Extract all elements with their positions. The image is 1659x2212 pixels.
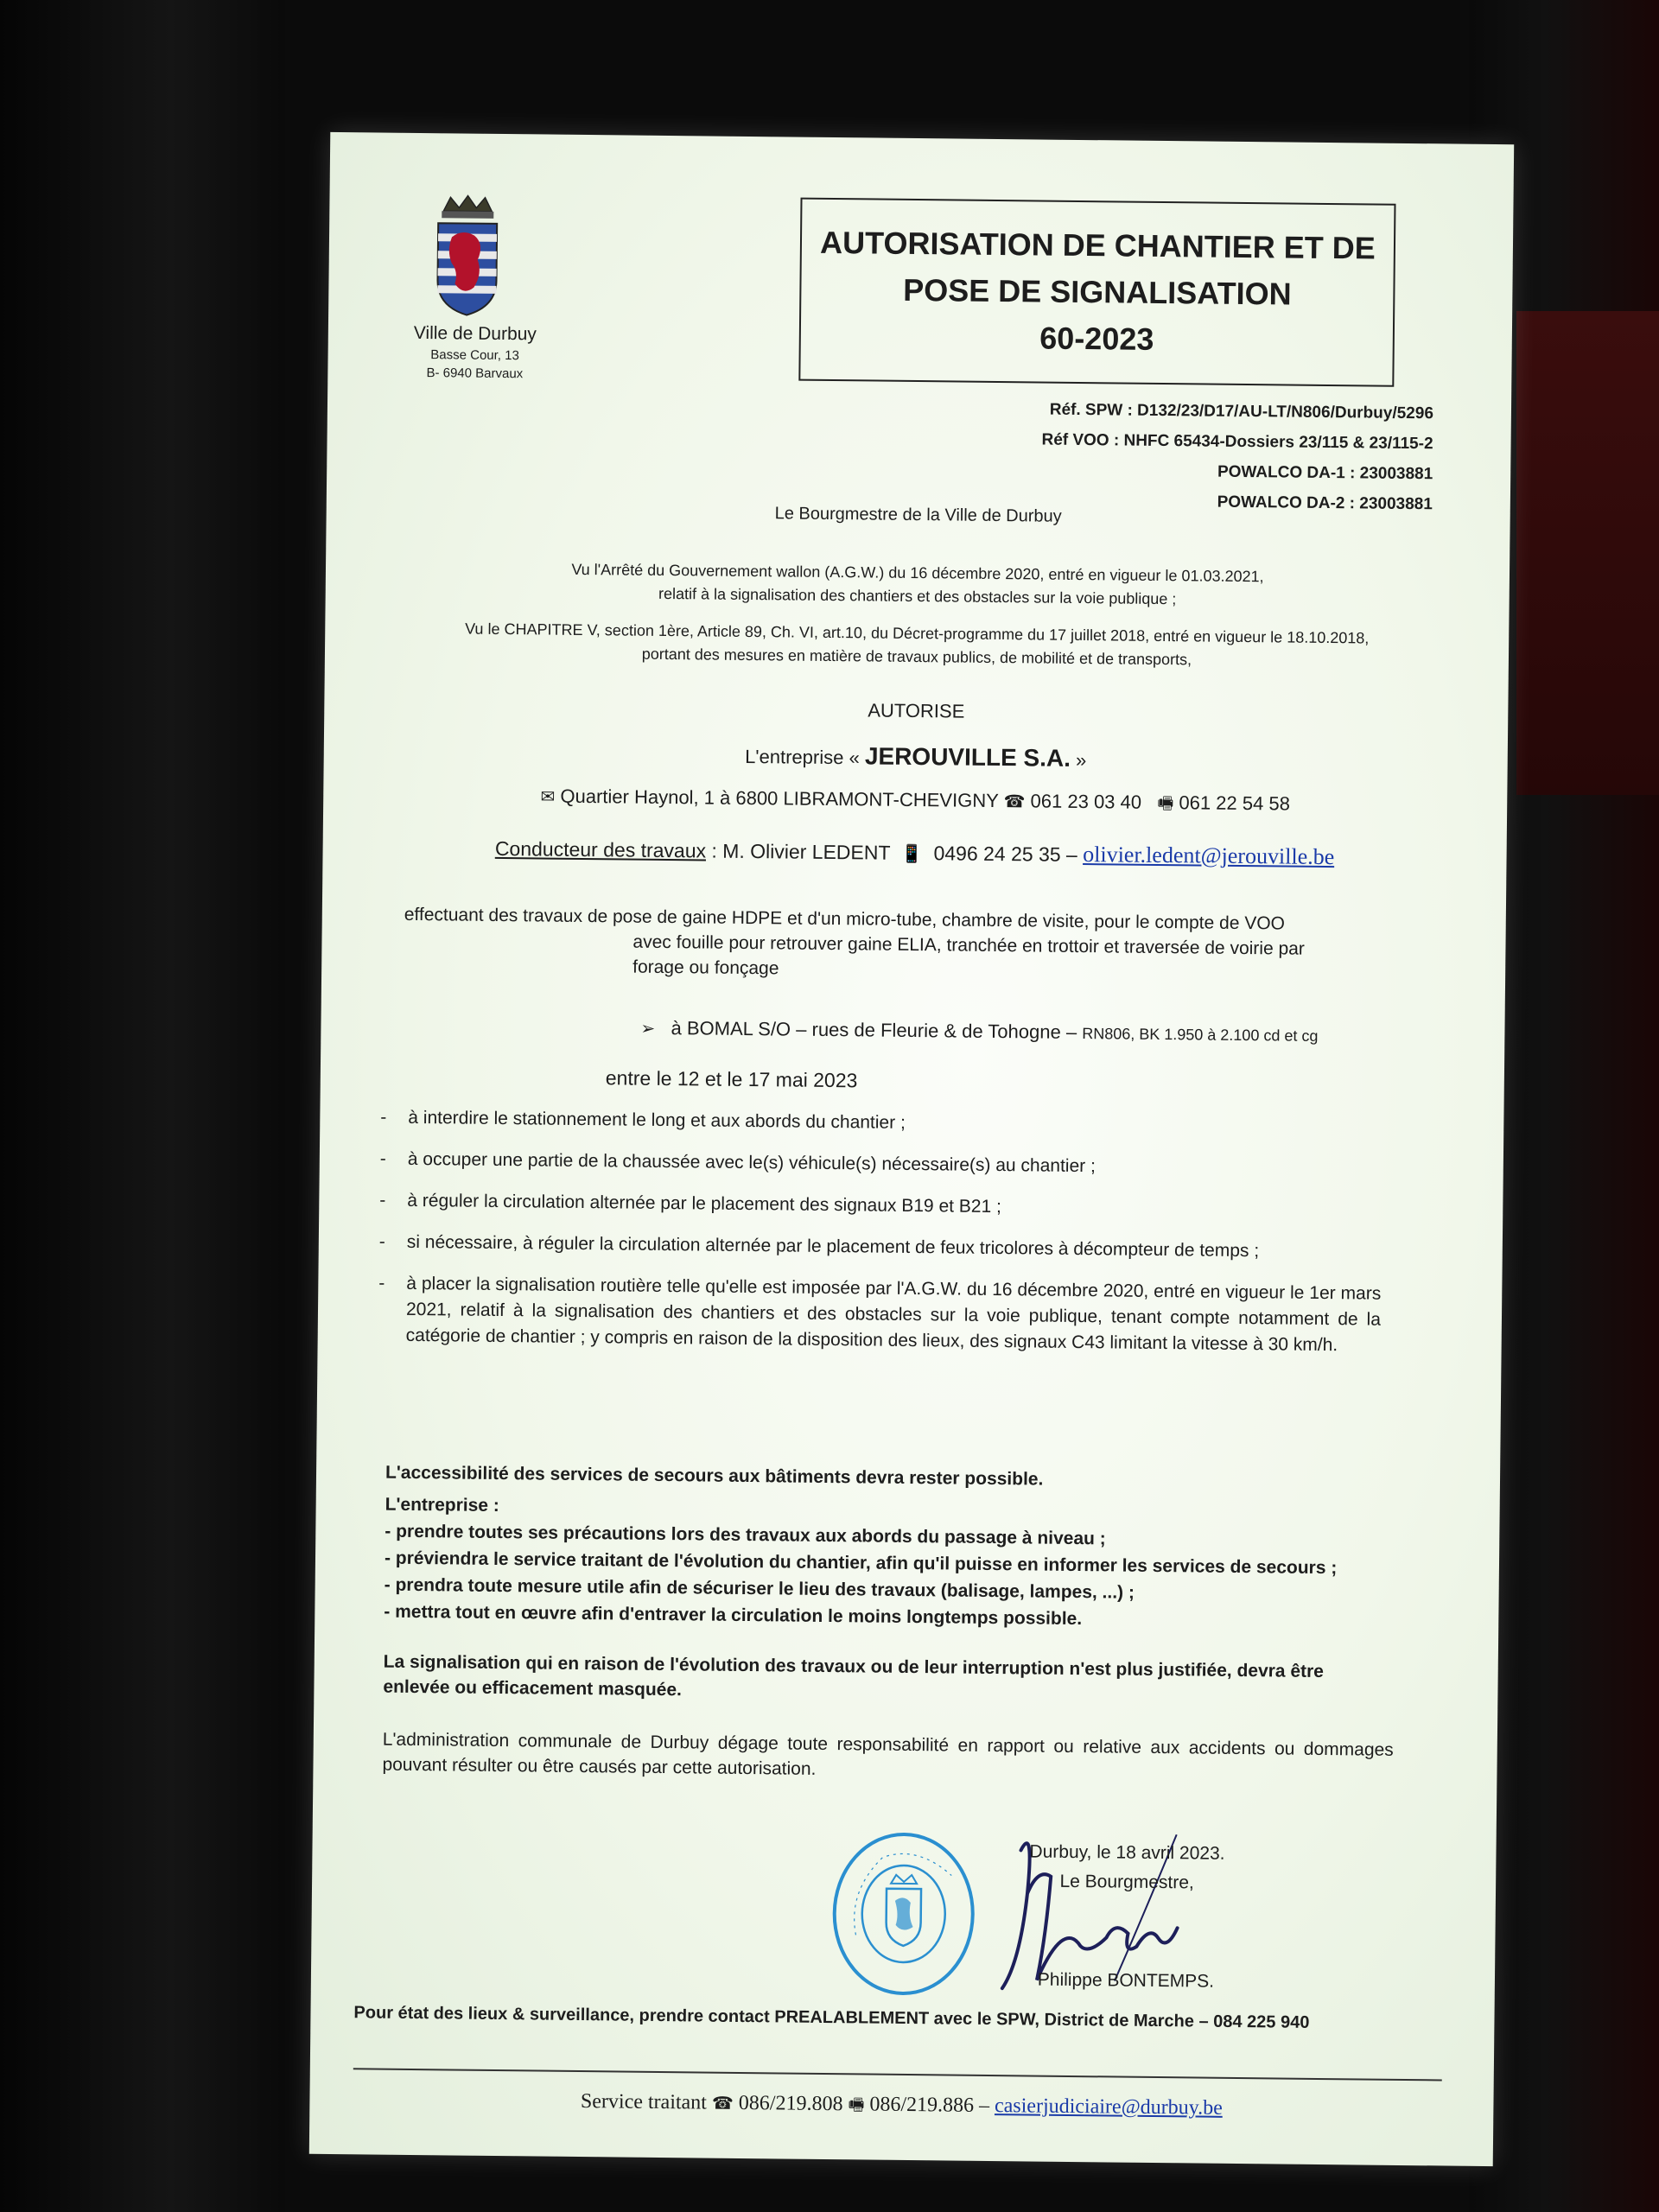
service-phone: 086/219.808 — [738, 2091, 843, 2116]
company-name: JEROUVILLE S.A. — [864, 742, 1071, 772]
obligation-1: - prendre toutes ses précautions lors des travaux aux abords du passage à niveau ; — [385, 1521, 1106, 1549]
signature-block — [1028, 1837, 1225, 1996]
considerant-agw-line1: Vu l'Arrêté du Gouvernement wallon (A.G.W.) du 16 décembre 2020, entré en vigueur le 01.03.2021, — [571, 560, 1264, 586]
obligation-4: - mettra tout en œuvre afin d'entraver la circulation le moins longtemps possible. — [384, 1601, 1083, 1630]
list-item: - si nécessaire, à réguler la circulation alternée par le placement de feux tricolores à décompteur de temps ; — [379, 1230, 1382, 1266]
list-item-text: à placer la signalisation routière telle qu'elle est imposée par l'A.G.W. du 16 décembre 2020, entré en vigueur le 1er mars 2021, relatif à la signalisation des chantiers et des obstacles sur la voie publique, tenant compte notamment de la catégorie de chantier ; y compris en raison de la disposition des lieux, des signaux C43 limitant la vitesse à 30 km/h. — [405, 1273, 1382, 1356]
company-address: Quartier Haynol, 1 à 6800 LIBRAMONT-CHEVIGNY — [560, 785, 999, 812]
conducteur-email-link[interactable]: olivier.ledent@jerouville.be — [1083, 842, 1335, 870]
entreprise-heading: L'entreprise : — [385, 1494, 499, 1516]
surveillance-note: Pour état des lieux & surveillance, prendre contact PREALABLEMENT avec le SPW, District de Marche – 084 225 940 — [353, 2003, 1310, 2032]
service-label: Service traitant — [580, 2090, 708, 2114]
screen-bezel-left — [0, 0, 285, 2212]
conducteur-name: : M. Olivier LEDENT — [711, 839, 891, 864]
conducteur-mobile: 0496 24 25 35 – — [933, 842, 1077, 866]
phone-icon: ☎ — [711, 2092, 734, 2113]
considerant-decret-line1: Vu le CHAPITRE V, section 1ère, Article 89, Ch. VI, art.10, du Décret-programme du 17 juillet 2018, entré en vigueur le 18.10.2018, — [465, 620, 1370, 647]
service-fax: 086/219.886 – — [869, 2093, 990, 2118]
works-description — [404, 902, 1372, 988]
obligation-3: - prendra toute mesure utile afin de sécuriser le lieu des travaux (balisage, lampes, ...) ; — [384, 1574, 1135, 1603]
works-dates: entre le 12 et le 17 mai 2023 — [605, 1066, 858, 1092]
municipal-stamp-icon — [821, 1831, 987, 1997]
footer-divider — [353, 2068, 1442, 2081]
company-prefix: L'entreprise « — [745, 745, 860, 769]
notice-document — [309, 132, 1514, 2166]
considerant-agw-line2: relatif à la signalisation des chantiers et des obstacles sur la voie publique ; — [658, 584, 1177, 608]
signalisation-note: La signalisation qui en raison de l'évolution des travaux ou de leur interruption n'est plus justifiée, devra être enlevée ou efficacement masquée. — [383, 1651, 1325, 1700]
works-line-1: effectuant des travaux de pose de gaine HDPE et d'un micro-tube, chambre de visite, pour le compte de VOO — [404, 904, 1286, 934]
signature-name: Philippe BONTEMPS. — [1037, 1969, 1215, 1992]
company-address-line — [323, 782, 1507, 823]
obligations-block — [384, 1459, 1396, 1636]
list-item-text: à réguler la circulation alternée par le placement des signaux B19 et B21 ; — [407, 1190, 1002, 1217]
considerant-decret-line2: portant des mesures en matière de travaux publics, de mobilité et de transports, — [641, 645, 1192, 669]
works-line-2: avec fouille pour retrouver gaine ELIA, tranchée en trottoir et traversée de voirie par — [632, 931, 1305, 959]
access-note: L'accessibilité des services de secours aux bâtiments devra rester possible. — [385, 1462, 1044, 1490]
considerant-decret — [403, 617, 1432, 674]
authorization-list — [378, 1105, 1382, 1375]
location-detail: RN806, BK 1.950 à 2.100 cd et cg — [1082, 1025, 1319, 1045]
reference-block — [1041, 395, 1434, 520]
service-email-link[interactable]: casierjudiciaire@durbuy.be — [994, 2094, 1223, 2120]
ref-voo: Réf VOO : NHFC 65434-Dossiers 23/115 & 23/115-2 — [1041, 430, 1433, 454]
fax-icon: 🖷 — [1157, 791, 1174, 814]
service-footer — [309, 2087, 1493, 2128]
location-text: à BOMAL S/O – rues de Fleurie & de Tohogne – — [671, 1017, 1077, 1043]
list-item-text: à occuper une partie de la chaussée avec le(s) véhicule(s) nécessaire(s) au chantier ; — [407, 1148, 1096, 1177]
signature-place-date: Durbuy, le 18 avril 2023. — [1029, 1841, 1225, 1864]
liability-disclaimer: L'administration communale de Durbuy dégage toute responsabilité en rapport ou relative aux accidents ou dommages pouvant résulter ou être causés par cette autorisation. — [382, 1729, 1394, 1779]
city-street: Basse Cour, 13 — [430, 347, 519, 364]
city-postcode: B- 6940 Barvaux — [426, 365, 524, 382]
title-line-1: AUTORISATION DE CHANTIER ET DE — [819, 224, 1376, 266]
document-title-box — [798, 198, 1395, 387]
list-item: - à occuper une partie de la chaussée avec le(s) véhicule(s) nécessaire(s) au chantier ; — [380, 1147, 1382, 1183]
company-suffix: » — [1075, 748, 1087, 772]
works-line-3: forage ou fonçage — [632, 957, 779, 979]
title-line-2: POSE DE SIGNALISATION — [902, 271, 1292, 312]
phone-icon: ☎ — [1003, 791, 1026, 812]
ref-powalco-1: POWALCO DA-1 : 23003881 — [1217, 462, 1433, 484]
title-number: 60-2023 — [1039, 320, 1154, 357]
red-reflection — [1516, 311, 1659, 795]
considerant-agw — [421, 556, 1415, 613]
list-item-text: à interdire le stationnement le long et aux abords du chantier ; — [408, 1107, 906, 1133]
obligation-2: - préviendra le service traitant de l'évolution du chantier, afin qu'il puisse en informer les services de secours ; — [384, 1548, 1338, 1579]
city-crest-icon — [432, 194, 503, 320]
company-phone: 061 23 03 40 — [1030, 790, 1142, 813]
ref-powalco-2: POWALCO DA-2 : 23003881 — [1217, 493, 1433, 514]
conducteur-label: Conducteur des travaux — [494, 836, 707, 862]
company-fax: 061 22 54 58 — [1179, 791, 1291, 815]
list-item: - à placer la signalisation routière telle qu'elle est imposée par l'A.G.W. du 16 décembre 2020, entré en vigueur le 1er mars 2021, relatif à la signalisation des chantiers et des obstacles sur la voie publique, tenant compte notamment de la catégorie de chantier ; y compris en raison de la disposition des lieux, des signaux C43 limitant la vitesse à 30 km/h. — [378, 1271, 1382, 1359]
ref-spw: Réf. SPW : D132/23/D17/AU-LT/N806/Durbuy/5296 — [1049, 400, 1434, 423]
signature-role: Le Bourgmestre, — [1059, 1871, 1194, 1893]
conducteur-line — [322, 834, 1506, 872]
autorise-heading: AUTORISE — [868, 699, 965, 722]
fax-icon: 🖷 — [848, 2094, 865, 2115]
works-location — [640, 1017, 1318, 1046]
mail-icon: ✉ — [540, 785, 556, 807]
company-line — [324, 737, 1508, 777]
city-address-block — [375, 322, 575, 381]
list-item: - à réguler la circulation alternée par le placement des signaux B19 et B21 ; — [379, 1188, 1382, 1224]
bourgmestre-heading: Le Bourgmestre de la Ville de Durbuy — [774, 504, 1062, 526]
city-name: Ville de Durbuy — [413, 322, 537, 345]
list-item-text: si nécessaire, à réguler la circulation alternée par le placement de feux tricolores à décompteur de temps ; — [406, 1231, 1260, 1262]
mobile-phone-icon: 📱 — [900, 842, 923, 865]
arrow-bullet-icon: ➢ — [640, 1017, 656, 1039]
list-item: - à interdire le stationnement le long et aux abords du chantier ; — [380, 1105, 1382, 1141]
